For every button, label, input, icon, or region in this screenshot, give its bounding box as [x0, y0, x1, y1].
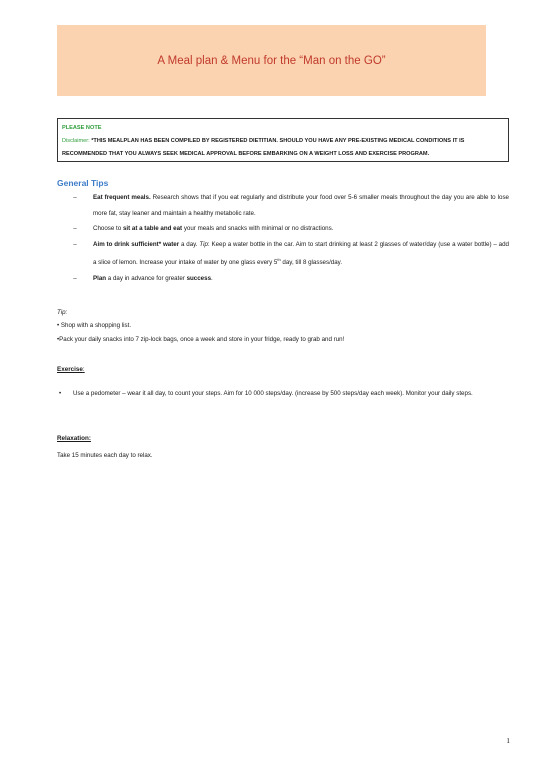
tip-bold: success [186, 274, 212, 282]
dash-marker: – [73, 194, 77, 201]
tip-text: : Keep a water bottle in the car. Aim to start drinking at least 2 glasses of water/day (use a water bottle) – add a slice of lemon. Increase your intake of water by one glass every 5 [93, 240, 509, 267]
tip-bold: Eat frequent meals. [93, 194, 151, 201]
tip-label: Tip: [57, 309, 68, 316]
dash-marker: – [73, 240, 77, 248]
tip-line: •Pack your daily snacks into 7 zip-lock bags, once a week and store in your fridge, ready to grab and run! [57, 336, 345, 343]
tip-superscript: th [277, 257, 281, 262]
tip-text: Research shows that if you eat regularly and distribute your food over 5-6 smaller meals throughout the day you are able to lose more fat, stay leaner and maintain a healthy metabolic rate. [93, 194, 509, 217]
dash-marker: – [73, 225, 77, 232]
tip-item [57, 221, 509, 237]
disclaimer-paragraph [62, 135, 504, 161]
exercise-heading-text: Exercise [57, 366, 83, 373]
disclaimer-box [57, 118, 509, 162]
tip-italic: Tip [199, 240, 208, 248]
tip-item [57, 237, 509, 271]
exercise-text: Use a pedometer – wear it all day, to count your steps. Aim for 10 000 steps/day. (increase by 500 steps/day each week). Monitor your daily steps. [73, 390, 473, 397]
exercise-item [57, 386, 509, 402]
tip-line: • Shop with a shopping list. [57, 321, 132, 329]
page-title: A Meal plan & Menu for the “Man on the GO” [157, 54, 386, 67]
tip-bold: Plan [93, 274, 107, 282]
tip-text: . [211, 274, 213, 282]
tip-item [57, 190, 509, 221]
disclaimer-text: *THIS MEALPLAN HAS BEEN COMPILED BY REGISTERED DIETITIAN. SHOULD YOU HAVE ANY PRE-EXISTING MEDICAL CONDITIONS IT IS RECOMMENDED THAT YOU ALWAYS SEEK MEDICAL APPROVAL BEFORE EMBARKING ON A WEIGHT LOSS AND EXERCISE PROGRAM. [62, 138, 465, 157]
relaxation-heading: Relaxation: [57, 435, 91, 442]
tip-text: a day in advance for greater [106, 274, 187, 282]
disclaimer-label: Disclaimer: [62, 138, 90, 144]
dash-marker: – [73, 274, 77, 282]
exercise-heading [57, 366, 85, 373]
please-note-heading: PLEASE NOTE [62, 125, 102, 131]
tip-bold: sit at a table and eat [122, 225, 183, 232]
page-number: 1 [506, 736, 510, 745]
relaxation-text: Take 15 minutes each day to relax. [57, 452, 153, 459]
general-tips-heading: General Tips [57, 178, 109, 188]
tip-text: a day. [179, 240, 200, 248]
tip-text: Choose to [93, 225, 123, 232]
tip-bold: Aim to drink sufficient* water [93, 240, 180, 248]
tip-item [57, 271, 509, 287]
tip-text: your meals and snacks with minimal or no distractions. [182, 225, 334, 232]
tip-block [57, 307, 509, 347]
tip-text: day, till 8 glasses/day. [280, 259, 343, 267]
exercise-colon: : [82, 366, 85, 373]
title-banner [57, 25, 486, 96]
bullet-marker: • [59, 390, 62, 397]
general-tips-list [57, 190, 509, 286]
